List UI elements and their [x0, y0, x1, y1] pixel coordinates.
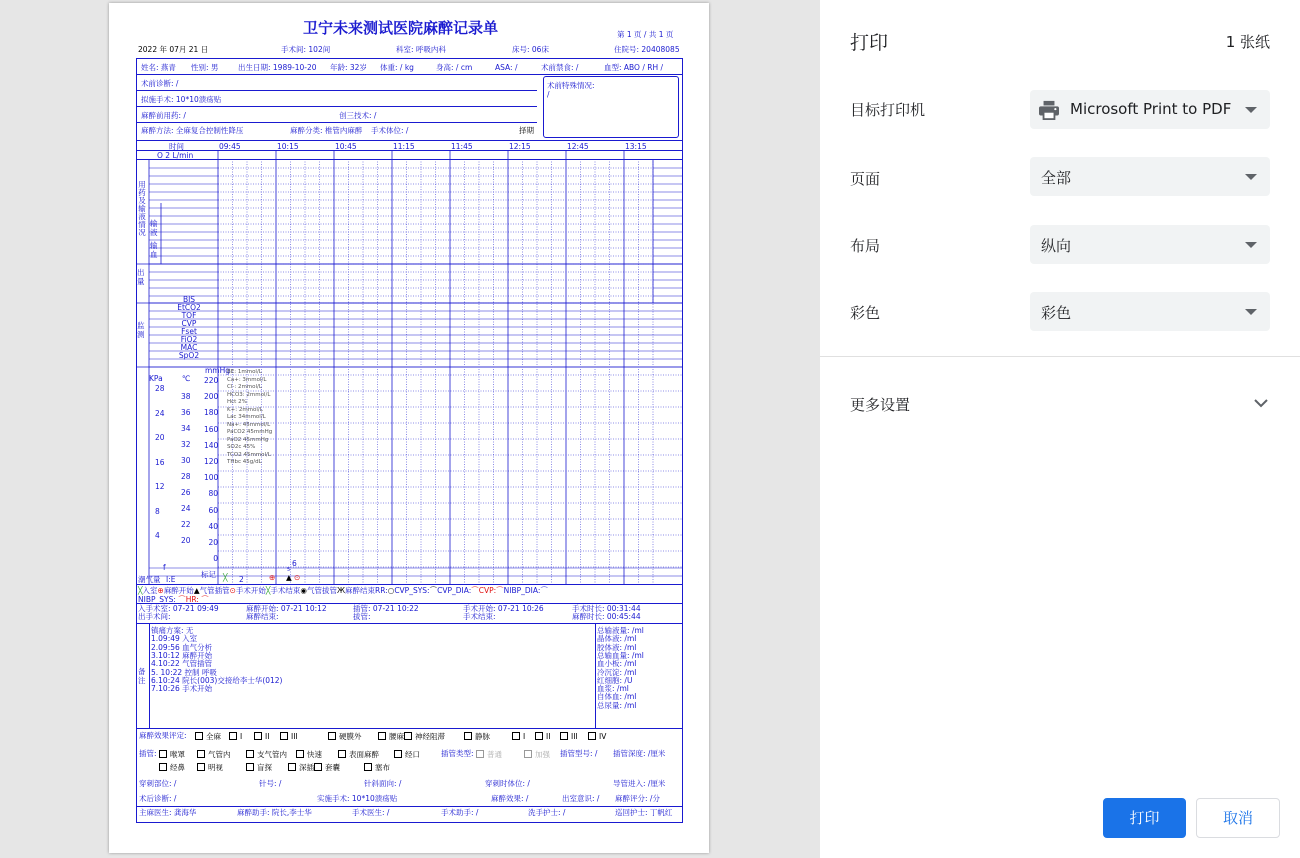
total-line: 血浆: /ml — [597, 684, 629, 694]
chevron-down-icon — [1245, 309, 1257, 315]
destination-label: 目标打印机 — [850, 101, 926, 119]
surgical-assistant: 手术助手: / — [441, 808, 479, 817]
effect-option: II — [254, 732, 269, 741]
mark-6: 6 — [292, 559, 297, 568]
transfusion-label: 输血 — [150, 241, 158, 259]
axis-mmhg-tick: 60 — [208, 505, 218, 515]
event-op-duration: 手术时长: 00:31:44 — [572, 604, 641, 613]
legend-symbol: ╳ — [138, 586, 143, 595]
section-divider — [820, 356, 1300, 357]
anesthesia-assistant: 麻醉助手: 院长,李士华 — [237, 808, 312, 817]
axis-celsius-tick: 28 — [181, 472, 191, 481]
patient-name: 姓名: 燕青 — [141, 63, 176, 72]
intubation-option-2: 塞布 — [364, 763, 390, 772]
axis-kpa-tick: 4 — [155, 531, 160, 540]
actual-operation: 实施手术: 10*10溃疡贴 — [317, 794, 398, 803]
anesthesia-effect: 麻醉效果: / — [491, 794, 529, 803]
event-exit-room: 出手术间: — [138, 612, 171, 621]
page-info: 第 1 页 / 共 1 页 — [617, 30, 674, 39]
legend-item-label: CVP_SYS: — [394, 586, 430, 595]
event-anes-duration: 麻醉时长: 00:45:44 — [572, 612, 641, 621]
total-line: 自体血: /ml — [597, 692, 637, 702]
legend-symbol: Ж — [336, 586, 346, 595]
color-label: 彩色 — [850, 304, 881, 322]
intubation-option-2: 明视 — [197, 763, 223, 772]
needle-number: 针号: / — [259, 779, 282, 788]
circulating-nurse: 巡回护士: 丁帆红 — [615, 808, 673, 817]
axis-kpa-tick: 16 — [155, 457, 165, 467]
cancel-button[interactable]: 取消 — [1196, 798, 1280, 838]
dialog-title: 打印 — [850, 32, 889, 54]
catheter-insertion: 导管进入: /厘米 — [613, 779, 666, 788]
time-tick-label: 11:45 — [451, 142, 473, 151]
premedication: 麻醉前用药: / — [141, 111, 186, 120]
legend-nibp-sys: NIBP_SYS: — [138, 595, 176, 604]
lab-value: PaO2 45mmHg — [227, 436, 269, 443]
remark-line: 5. 10:22 控制 呼吸 — [151, 667, 217, 677]
effect-option: III — [560, 732, 578, 741]
time-tick-label: 10:45 — [335, 142, 357, 151]
legend-item-label: 气管拔管 — [306, 586, 337, 595]
axis-mmhg-label: mmHg — [205, 366, 231, 375]
patient-height: 身高: / cm — [436, 63, 473, 72]
planned-operation: 拟施手术: 10*10溃疡贴 — [141, 95, 222, 104]
axis-mmhg-tick: 120 — [204, 457, 219, 466]
tube-depth: 插管深度: /厘米 — [613, 749, 666, 758]
time-tick-label: 09:45 — [219, 142, 241, 151]
effect-option: IV — [588, 732, 606, 741]
axis-celsius-tick: 32 — [181, 440, 191, 449]
time-tick-label: 12:15 — [509, 142, 531, 151]
axis-mmhg-tick: 20 — [208, 538, 218, 547]
axis-kpa-label: KPa — [149, 374, 163, 383]
color-value: 彩色 — [1041, 304, 1072, 322]
time-tick-label: 10:15 — [277, 142, 299, 151]
axis-celsius-tick: 30 — [181, 456, 191, 465]
lab-value: K+: 2mmol/L — [227, 406, 263, 413]
patient-asa: ASA: / — [495, 63, 518, 72]
event-anes-start: 麻醉开始: 07-21 10:12 — [246, 604, 327, 613]
event-enter-room: 入手术室: 07-21 09:49 — [138, 604, 219, 613]
pages-label: 页面 — [850, 170, 881, 188]
remark-line: 6.10:24 院长(003)交接给李士华(012) — [151, 675, 283, 685]
monitor-row-label: EtCO2 — [177, 303, 201, 312]
remark-line: 3.10:12 麻醉开始 — [151, 650, 213, 660]
effect-option: 硬膜外 — [328, 732, 362, 741]
special-conditions-value: / — [547, 90, 550, 99]
time-tick-label: 11:15 — [393, 142, 415, 151]
legend-item-label: 手术结束 — [270, 586, 301, 595]
intubation-option-2: 深插 — [288, 763, 314, 772]
operating-room: 手术间: 102间 — [281, 45, 331, 54]
event-anes-end: 麻醉结束: — [246, 612, 279, 621]
puncture-site: 穿刺部位: / — [139, 779, 177, 788]
monitor-row-label: CVP — [181, 319, 197, 328]
intubation-option-2: 套囊 — [314, 763, 340, 772]
total-line: 总输液量: /ml — [597, 626, 644, 635]
total-line: 胶体液: /ml — [597, 642, 637, 652]
destination-value: Microsoft Print to PDF — [1070, 100, 1232, 118]
oxygen-flow-label: O 2 L/min — [157, 151, 194, 160]
legend-symbol: ⌒ — [496, 586, 504, 595]
axis-kpa-tick: 8 — [155, 506, 160, 516]
axis-celsius-tick: 26 — [181, 488, 191, 497]
sheet-count: 1 张纸 — [1225, 33, 1270, 51]
printer-icon — [1038, 100, 1060, 120]
monitor-row-label: SpO2 — [178, 351, 200, 360]
legend-item-label: 入室 — [142, 586, 158, 595]
axis-kpa-tick: 28 — [155, 384, 165, 393]
intubation-option: 表面麻醉 — [338, 750, 379, 759]
event-intubation: 插管: 07-21 10:22 — [353, 604, 419, 613]
axis-mmhg-tick: 100 — [204, 473, 219, 483]
patient-age: 年龄: 32岁 — [330, 63, 367, 72]
remark-line: 镇痛方案: 无 — [151, 626, 194, 635]
legend-symbol: ◉ — [300, 586, 307, 595]
invasive-technique: 创三技术: / — [339, 111, 377, 120]
total-line: 红细胞: /U — [597, 675, 633, 685]
intubation-type-label: 插管类型: — [441, 749, 474, 758]
total-line: 总尿量: /ml — [597, 700, 637, 710]
color-select[interactable] — [1030, 292, 1270, 331]
axis-kpa-tick: 20 — [155, 433, 165, 442]
effect-option: II — [535, 732, 550, 741]
monitor-row-label: BIS — [182, 295, 196, 304]
layout-value: 纵向 — [1041, 237, 1072, 255]
lab-value: BE: 1mmol/L — [227, 369, 262, 375]
output-label: 出量 — [137, 268, 145, 286]
intubation-option-2: 经鼻 — [159, 763, 185, 772]
effect-label: 麻醉效果评定: — [139, 731, 187, 740]
legend-symbol: ⌒ — [471, 586, 479, 595]
axis-celsius-label: ℃ — [182, 374, 191, 383]
axis-mmhg-tick: 180 — [204, 408, 219, 418]
axis-celsius-tick: 24 — [181, 504, 191, 513]
patient-blood-type: 血型: ABO / RH / — [604, 63, 664, 72]
axis-celsius-tick: 36 — [181, 408, 191, 417]
axis-celsius-tick: 22 — [181, 520, 191, 529]
lab-value: THbc 45g/dL — [227, 459, 262, 465]
surgical-position: 手术体位: / — [371, 126, 409, 135]
effect-option: I — [512, 732, 525, 741]
event-extubation: 拔管: — [353, 612, 371, 621]
surgeon: 手术医生: / — [352, 808, 390, 817]
legend-item-label: 手术开始 — [235, 586, 266, 595]
monitor-row-label: FiO2 — [180, 335, 198, 344]
time-tick-label: 12:45 — [567, 142, 589, 151]
axis-mmhg-tick: 0 — [213, 554, 218, 564]
anesthesia-method: 麻醉方法: 全麻复合控制性降压 — [141, 126, 244, 135]
chart-legend — [138, 586, 548, 595]
monitor-label: 监测 — [137, 321, 145, 339]
print-settings-panel — [820, 0, 1300, 858]
legend-item-label: 麻醉开始 — [163, 586, 194, 595]
axis-kpa-tick: 24 — [155, 408, 165, 418]
legend-symbol: ⊕ — [157, 586, 164, 595]
infusion-label: 输液 — [150, 219, 158, 237]
axis-celsius-tick: 38 — [181, 392, 191, 401]
event-op-start: 手术开始: 07-21 10:26 — [463, 604, 544, 613]
mark-enter-symbol: ╳ — [223, 573, 228, 582]
lab-value: PaCO2 45mmHg — [227, 429, 273, 435]
postop-diagnosis: 术后诊断: / — [139, 794, 177, 803]
f-label: f — [163, 563, 166, 572]
mark-op-start-symbol: ⊙ — [294, 573, 301, 582]
legend-hr-symbol: ⌒ — [178, 595, 186, 604]
expand-more-icon — [1254, 398, 1268, 408]
monitor-row-label: TOF — [181, 311, 197, 320]
effect-option: 静脉 — [464, 732, 490, 741]
intubation-type-option: 普通 — [476, 750, 502, 759]
legend-item-label: CVP_DIA: — [437, 586, 472, 595]
legend-hr-line: ⌒ — [198, 595, 209, 604]
monitor-row-label: Fset — [181, 327, 197, 336]
intubation-option-2: 盲探 — [246, 763, 272, 772]
drug-section-label: 用药及输液情况 — [138, 180, 146, 237]
time-label: 时间 — [169, 142, 184, 151]
axis-celsius-tick: 34 — [181, 424, 191, 433]
mark-2: 2 — [239, 575, 244, 584]
surgery-type: 择期 — [519, 126, 534, 135]
patient-fasting: 术前禁食: / — [541, 63, 579, 72]
lab-value: Lac 34mmol/L — [227, 414, 266, 420]
intubation-type-option: 加强 — [524, 750, 550, 759]
anesthesia-class: 麻醉分类: 椎管内麻醉 — [290, 126, 363, 135]
intubation-option: 气管内 — [197, 750, 231, 759]
effect-option: III — [280, 732, 298, 741]
legend-symbol: ╳ — [265, 586, 271, 595]
pages-select[interactable] — [1030, 157, 1270, 196]
remark-line: 1.09:49 入室 — [151, 634, 198, 644]
intubation-option: 支气管内 — [246, 750, 287, 759]
chevron-down-icon — [1245, 242, 1257, 248]
legend-symbol: ⌒ — [429, 586, 438, 595]
chevron-down-icon — [1245, 107, 1257, 113]
patient-dob: 出生日期: 1989-10-20 — [238, 63, 317, 72]
mark-intubation-symbol: ▲ — [286, 573, 292, 582]
ie-ratio-label: I:E — [166, 575, 176, 584]
remarks-label: 备注 — [138, 667, 146, 685]
legend-symbol: ○ — [387, 586, 395, 595]
time-tick-label: 13:15 — [625, 142, 647, 151]
department: 科室: 呼吸内科 — [396, 45, 446, 54]
mark-5: 5 — [287, 567, 291, 573]
intubation-label: 插管: — [139, 749, 157, 758]
chevron-down-icon — [1245, 174, 1257, 180]
layout-label: 布局 — [850, 237, 881, 255]
legend-symbol: ⊙ — [229, 586, 236, 595]
lab-value: TCO2 45mmol/L — [227, 451, 271, 458]
effect-option: 神经阻滞 — [404, 732, 445, 741]
needle-direction: 针斜面向: / — [364, 779, 402, 788]
remark-line: 4.10:22 气管插管 — [151, 659, 213, 669]
preview-page — [109, 3, 709, 853]
axis-mmhg-tick: 200 — [204, 392, 219, 402]
patient-sex: 性别: 男 — [191, 63, 219, 72]
lab-value: SO2c 45% — [227, 444, 256, 450]
effect-option: I — [229, 732, 242, 741]
remark-line: 7.10:26 手术开始 — [151, 684, 213, 694]
destination-select[interactable] — [1030, 90, 1270, 129]
tube-model: 插管型号: / — [560, 749, 598, 758]
patient-weight: 体重: / kg — [380, 63, 414, 72]
effect-option: 腰麻 — [378, 732, 404, 741]
scrub-nurse: 洗手护士: / — [528, 808, 566, 817]
inpatient-number: 住院号: 20408085 — [614, 45, 680, 54]
record-date: 2022 年 07月 21 日 — [138, 45, 209, 54]
axis-mmhg-tick: 80 — [208, 489, 218, 499]
legend-item-label: 气管插管 — [199, 586, 230, 595]
intubation-option: 经口 — [394, 750, 420, 759]
axis-mmhg-tick: 160 — [204, 424, 219, 434]
total-line: 晶体液: /ml — [597, 634, 637, 644]
anesthesia-score: 麻醉评分: /分 — [615, 794, 660, 803]
preop-diagnosis: 术前诊断: / — [141, 79, 179, 88]
axis-celsius-tick: 20 — [181, 536, 191, 545]
legend-item-label: NIBP_DIA: — [503, 586, 541, 595]
total-line: 冷沉淀: /ml — [597, 667, 637, 677]
lab-value: HCO3: 2mmol/L — [227, 391, 271, 398]
more-settings-label: 更多设置 — [850, 396, 911, 414]
lab-value: Na+: 45mmol/L — [227, 421, 271, 428]
pages-value: 全部 — [1041, 169, 1072, 187]
axis-mmhg-tick: 40 — [208, 521, 218, 531]
more-settings-toggle[interactable] — [850, 384, 1270, 420]
anesthesia-chart-grid — [109, 3, 709, 853]
lab-value: Cl-: 2mmol/L — [227, 384, 262, 390]
monitor-row-label: MAC — [180, 343, 198, 352]
chief-anesthetist: 主麻医生: 龚海华 — [139, 808, 197, 817]
event-op-end: 手术结束: — [463, 612, 496, 621]
effect-option: 全麻 — [195, 732, 221, 741]
axis-mmhg-tick: 140 — [204, 440, 219, 450]
tidal-volume-label: 潮气量 — [138, 575, 161, 584]
legend-hr: HR: — [185, 595, 199, 604]
intubation-option: 喉罩 — [159, 750, 185, 759]
mark-label: 标记 — [201, 570, 216, 579]
axis-kpa-tick: 12 — [155, 482, 165, 491]
print-button[interactable]: 打印 — [1103, 798, 1186, 838]
special-conditions-label: 术前特殊情况: — [547, 81, 595, 90]
legend-item-label: CVP: — [478, 586, 497, 595]
total-line: 血小板: /ml — [597, 659, 637, 669]
document-title: 卫宁未来测试医院麻醉记录单 — [303, 19, 499, 37]
legend-item-label: 麻醉结束RR: — [345, 586, 388, 595]
lab-value: Ca+: 3mmol/L — [227, 376, 267, 383]
remark-line: 2.09:56 血气分析 — [151, 642, 213, 652]
lab-value: Hct 2% — [227, 399, 247, 405]
intubation-option: 快速 — [296, 750, 322, 759]
bed-number: 床号: 06床 — [512, 45, 549, 54]
puncture-position: 穿刺时体位: / — [485, 779, 530, 788]
legend-symbol: ▲ — [193, 586, 200, 595]
exit-consciousness: 出室意识: / — [562, 794, 600, 803]
legend-symbol: ⌒ — [540, 586, 548, 595]
axis-mmhg-tick: 220 — [204, 376, 219, 385]
mark-anes-start-symbol: ⊕ — [269, 573, 276, 582]
layout-select[interactable] — [1030, 225, 1270, 264]
total-line: 总输血量: /ml — [597, 650, 644, 660]
